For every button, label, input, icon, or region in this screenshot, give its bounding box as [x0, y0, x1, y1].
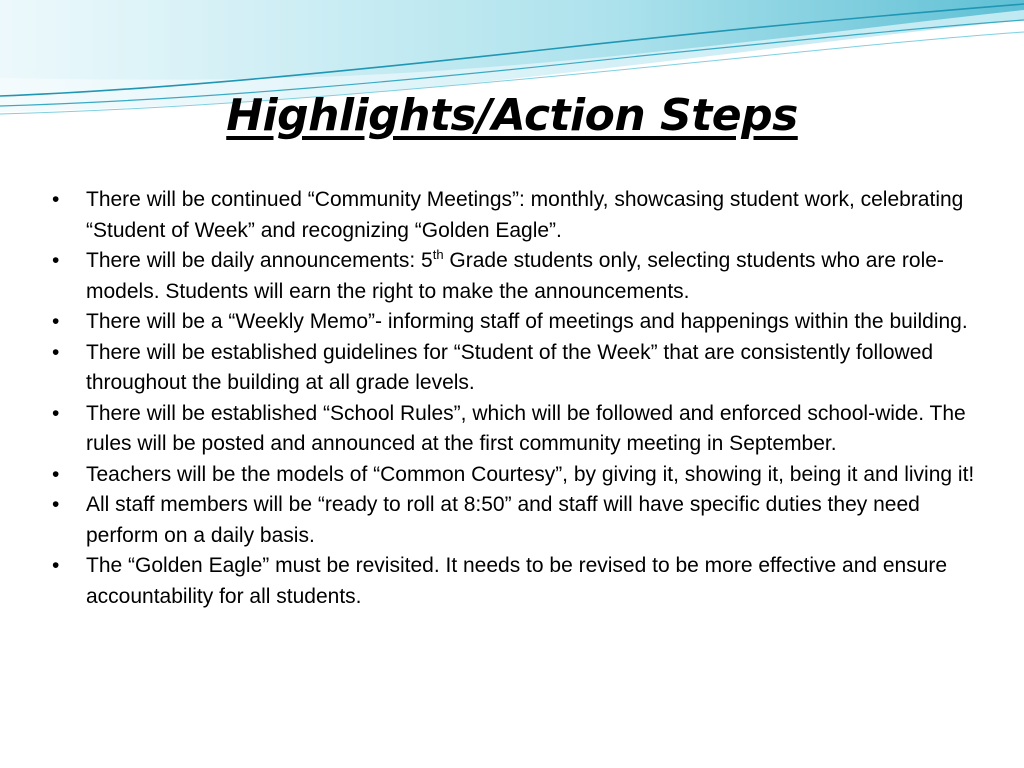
bullet-marker: • [52, 340, 60, 364]
bullet-marker: • [52, 493, 60, 516]
bullet-text: All staff members will be “ready to roll at 8:50” and staff will have specific duties they need perform on a daily basis. [86, 493, 920, 547]
bullet-text: There will be established guidelines for “Student of the Week” that are consistently followed throughout the building at all grade levels. [86, 340, 934, 394]
bullet-item [52, 246, 992, 307]
bullet-marker: • [52, 188, 60, 211]
bullet-list [52, 185, 992, 612]
bullet-marker: • [52, 310, 60, 333]
bullet-text: There will be established “School Rules”, which will be followed and enforced school-wide. The rules will be posted and announced at the first community meeting in September. [86, 401, 966, 455]
bullet-text: There will be daily announcements: 5 [86, 249, 433, 272]
bullet-superscript: th [432, 247, 444, 262]
bullet-item [52, 490, 992, 551]
bullet-item [52, 399, 992, 460]
bullet-text-continued: Grade students only, selecting students who are role-models. Students will earn the right to make the announcements. [86, 249, 944, 303]
bullet-text: There will be continued “Community Meetings”: monthly, showcasing student work, celebrating “Student of Week” and recognizing “Golden Eagle”. [86, 188, 964, 242]
bullet-marker: • [52, 554, 60, 577]
bullet-item [52, 338, 992, 399]
bullet-item [52, 551, 992, 612]
bullet-marker: • [52, 401, 60, 425]
slide-title: Highlights/Action Steps [226, 90, 798, 141]
bullet-text: The “Golden Eagle” must be revisited. It needs to be revised to be more effective and ensure accountability for all students. [86, 554, 948, 608]
bullet-item [52, 185, 992, 246]
bullet-text: There will be a “Weekly Memo”- informing staff of meetings and happenings within the building. [86, 310, 968, 333]
bullet-item [52, 460, 992, 491]
bullet-marker: • [52, 462, 60, 486]
bullet-item [52, 307, 992, 338]
bullet-marker: • [52, 249, 60, 272]
bullet-text: Teachers will be the models of “Common Courtesy”, by giving it, showing it, being it and living it! [86, 462, 975, 486]
